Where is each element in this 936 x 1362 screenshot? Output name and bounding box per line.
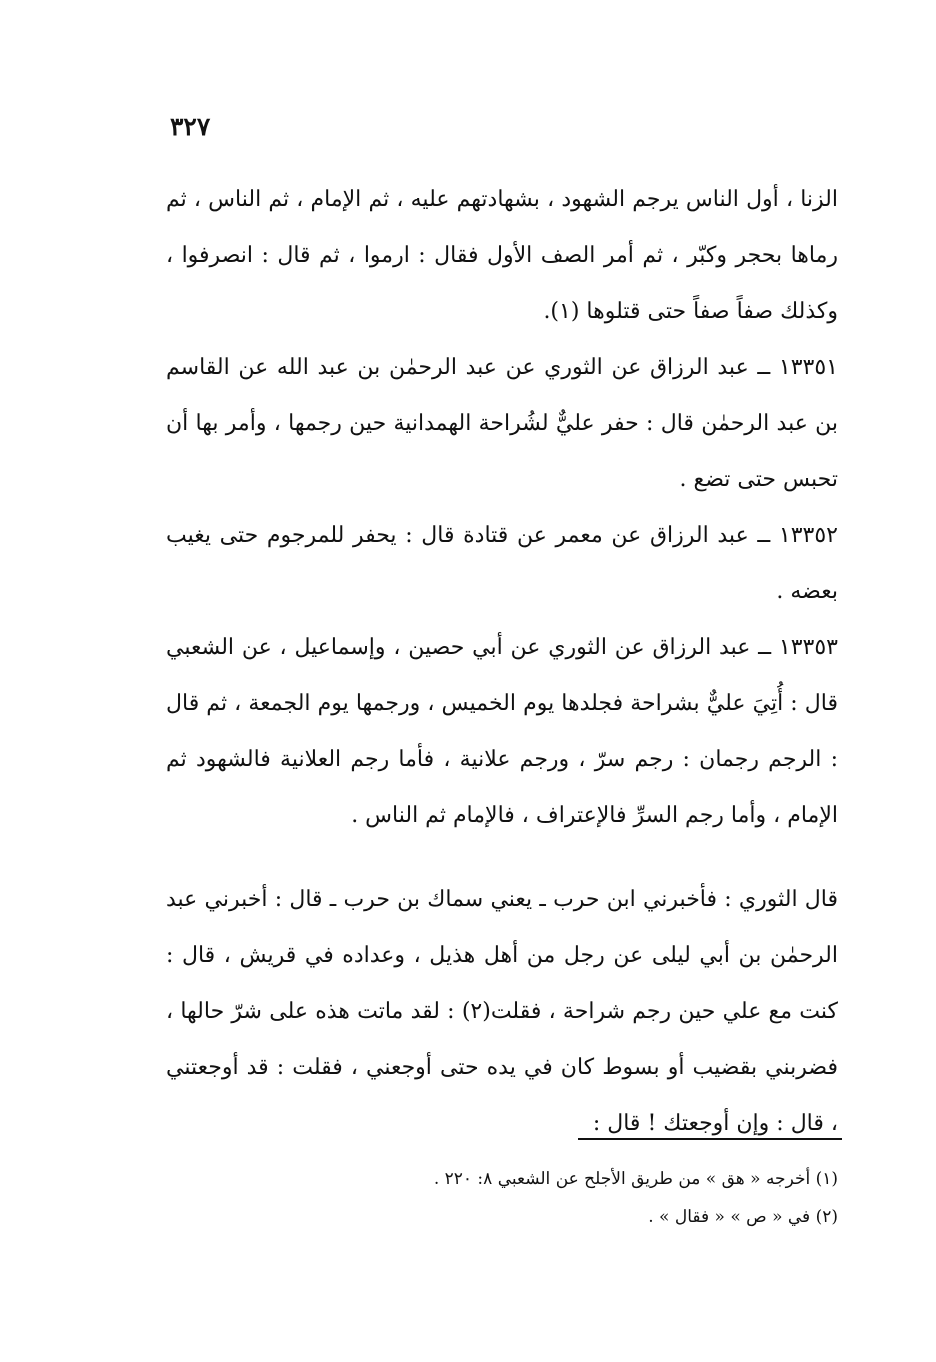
paragraph-thawri-report: قال الثوري : فأخبرني ابن حرب ـ يعني سماك بن حرب ـ قال : أخبرني عبد الرحمٰن بن أبي ليلى عن رجل من أهل هذيل ، وعداده في قريش ، قال : كنت مع علي حين رجم شراحة ، فقلت(٢) : لقد ماتت هذه على شرّ حالها ، فضربني بقضيب أو بسوط كان في يده حتى أوجعني ، فقلت : قد أوجعتني ، قال : وإن أوجعتك ! قال : <box>166 887 838 1136</box>
hadith-13352-block <box>166 508 838 620</box>
footnotes <box>300 1160 838 1236</box>
footnote-2: (٢) في « ص » « فقال » . <box>648 1207 838 1227</box>
thawri-report-block <box>166 872 838 1152</box>
paragraph-hadith-13353: ١٣٣٥٣ ــ عبد الرزاق عن الثوري عن أبي حصين ، وإسماعيل ، عن الشعبي قال : أُتِيَ عليٌّ بشراحة فجلدها يوم الخميس ، ورجمها يوم الجمعة ، ثم قال : الرجم رجمان : رجم سرّ ، ورجم علانية ، فأما رجم العلانية فالشهود ثم الإمام ، وأما رجم السرِّ فالإعتراف ، فالإمام ثم الناس . <box>166 635 838 828</box>
hadith-13353-block <box>166 620 838 844</box>
paragraph-hadith-13352: ١٣٣٥٢ ــ عبد الرزاق عن معمر عن قتادة قال : يحفر للمرجوم حتى يغيب بعضه . <box>166 523 838 604</box>
page-number: ٣٢٧ <box>170 112 211 141</box>
footnote-divider <box>578 1138 842 1140</box>
main-text-block <box>166 172 838 340</box>
hadith-13351-block <box>166 340 838 508</box>
paragraph-continuation: الزنا ، أول الناس يرجم الشهود ، بشهادتهم عليه ، ثم الإمام ، ثم الناس ، ثم رماها بحجر وكبّر ، ثم أمر الصف الأول فقال : ارموا ، ثم قال : انصرفوا ، وكذلك صفاً صفاً حتى قتلوها (١). <box>166 187 838 324</box>
footnote-1: (١) أخرجه « هق » من طريق الأجلح عن الشعبي ٨: ٢٢٠ . <box>433 1169 838 1189</box>
paragraph-hadith-13351: ١٣٣٥١ ــ عبد الرزاق عن الثوري عن عبد الرحمٰن بن عبد الله عن القاسم بن عبد الرحمٰن قال : حفر عليٌّ لشُراحة الهمدانية حين رجمها ، وأمر بها أن تحبس حتى تضع . <box>166 355 838 492</box>
